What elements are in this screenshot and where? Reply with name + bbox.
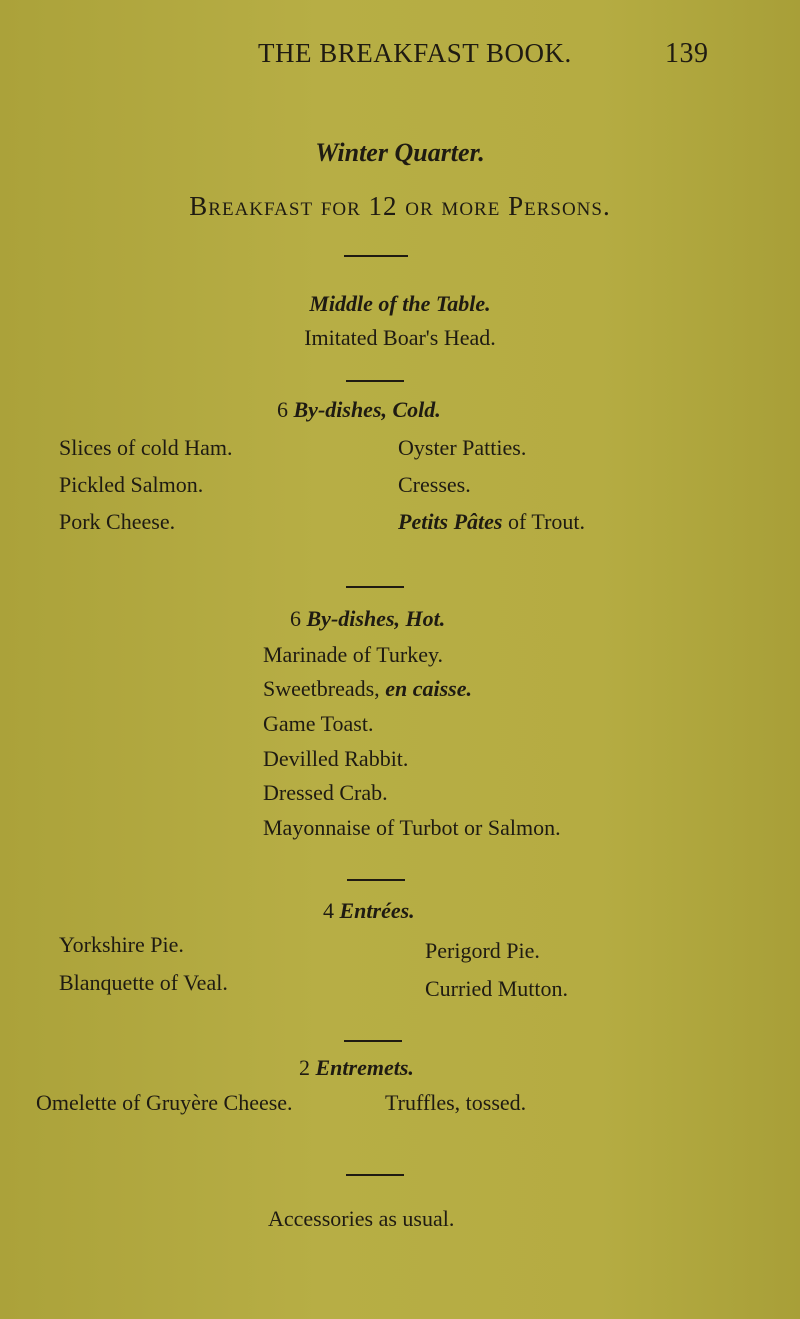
page-number: 139: [665, 38, 709, 69]
entrees-heading: [323, 898, 415, 924]
sweetbreads-text: Sweetbreads,: [263, 676, 386, 701]
entremets-heading: [299, 1055, 414, 1081]
centre-label: Middle of the Table.: [309, 291, 491, 316]
divider-rule: [344, 255, 408, 257]
entrees-label: Entrées.: [339, 898, 415, 923]
hot-item: Marinade of Turkey.: [263, 642, 444, 667]
hot-item: Devilled Rabbit.: [263, 746, 409, 771]
petits-pates-rest: of Trout.: [502, 509, 586, 534]
centre-dish: Imitated Boar's Head.: [304, 325, 496, 350]
cold-right-item: Oyster Patties.: [398, 435, 527, 460]
cold-bydishes-heading: [277, 397, 441, 423]
entree-right-item: Curried Mutton.: [425, 976, 568, 1001]
sweetbreads-italic: en caisse.: [385, 676, 472, 701]
cold-left-item: Pickled Salmon.: [59, 472, 204, 497]
entremets-label: Entremets.: [315, 1055, 414, 1080]
hot-bydishes-label: By-dishes, Hot.: [306, 606, 446, 631]
entremets-right-item: Truffles, tossed.: [385, 1090, 527, 1115]
cold-left-item: Pork Cheese.: [59, 509, 176, 534]
entree-left-item: Blanquette of Veal.: [59, 970, 228, 995]
hot-item: Mayonnaise of Turbot or Salmon.: [263, 815, 561, 840]
divider-rule: [344, 1040, 402, 1042]
season-title: Winter Quarter.: [315, 138, 485, 167]
cold-right-item: Cresses.: [398, 472, 471, 497]
divider-rule: [346, 1174, 404, 1176]
hot-item: Dressed Crab.: [263, 780, 388, 805]
entree-right-item: Perigord Pie.: [425, 938, 540, 963]
cold-bydishes-label: By-dishes, Cold.: [293, 397, 441, 422]
entremets-count: 2: [299, 1055, 310, 1080]
accessories-note: Accessories as usual.: [268, 1206, 455, 1231]
menu-heading: Breakfast for 12 or more Persons.: [189, 191, 611, 221]
entree-left-item: Yorkshire Pie.: [59, 932, 184, 957]
entrees-count: 4: [323, 898, 334, 923]
hot-bydishes-heading: [290, 606, 445, 632]
cold-right-item-petits: [398, 509, 585, 535]
entremets-left-item: Omelette of Gruyère Cheese.: [36, 1090, 293, 1115]
cold-bydishes-count: 6: [277, 397, 288, 422]
divider-rule: [346, 380, 404, 382]
cold-left-item: Slices of cold Ham.: [59, 435, 233, 460]
running-title: THE BREAKFAST BOOK.: [258, 38, 572, 68]
petits-pates-italic: Petits Pâtes: [398, 509, 503, 534]
divider-rule: [346, 586, 404, 588]
hot-bydishes-count: 6: [290, 606, 301, 631]
hot-item-sweetbreads: [263, 676, 472, 702]
hot-item: Game Toast.: [263, 711, 374, 736]
divider-rule: [347, 879, 405, 881]
